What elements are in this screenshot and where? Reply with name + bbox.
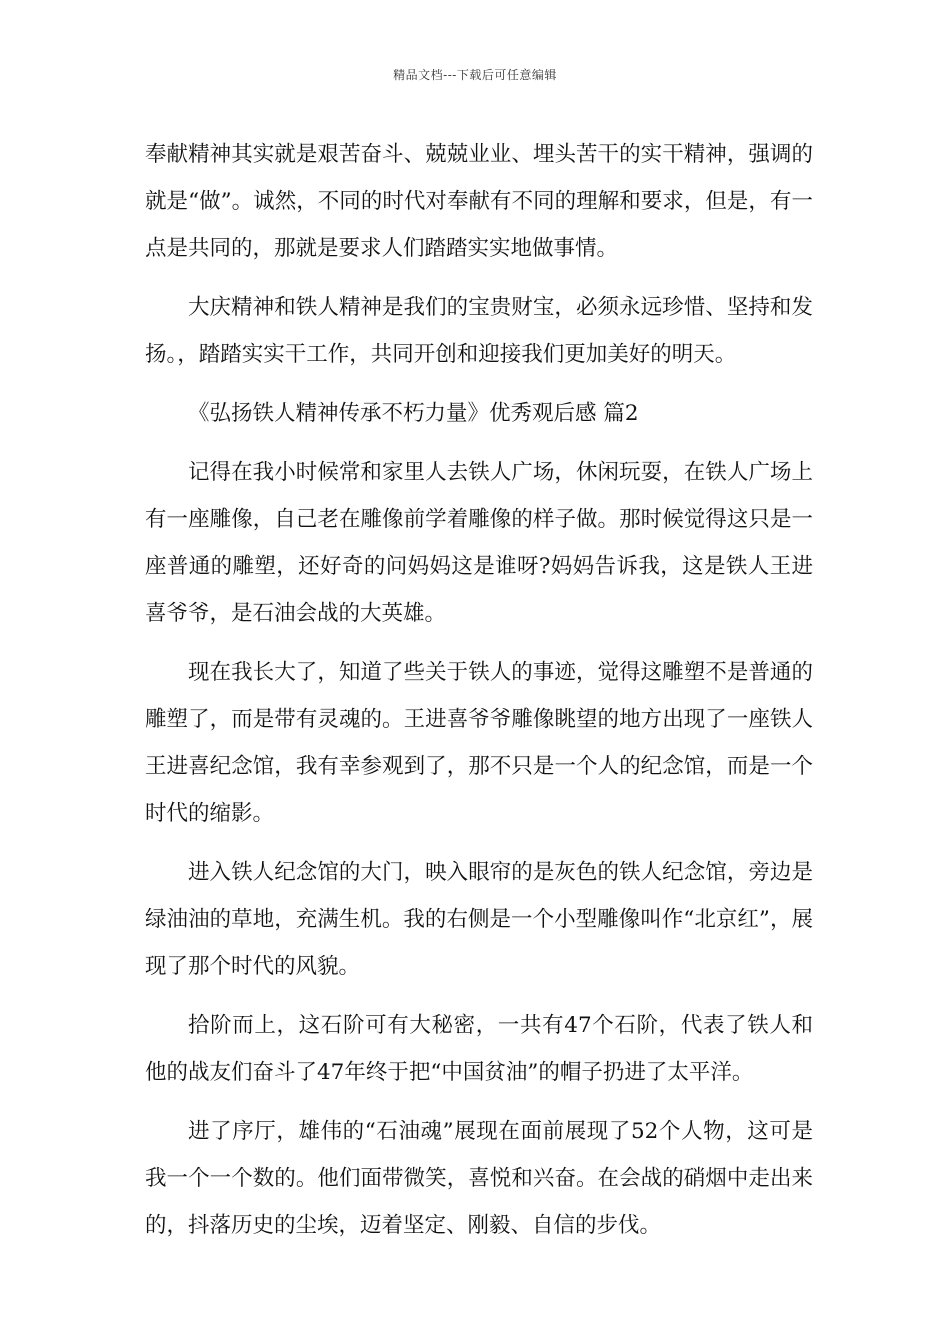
section-title: 《弘扬铁人精神传承不朽力量》优秀观后感 篇2 [188,401,639,426]
page-header: 精品文档---下载后可任意编辑 [393,68,557,82]
paragraph-7: 进了序厅，雄伟的“石油魂”展现在面前展现了52个人物，这可是我一个一个数的。他们面带微笑，喜悦和兴奋。在会战的硝烟中走出来的，抖落历史的尘埃，迈着坚定、刚毅、自信的步伐。 [145,1119,813,1238]
paragraph-3: 记得在我小时候常和家里人去铁人广场，休闲玩耍，在铁人广场上有一座雕像，自己老在雕像前学着雕像的样子做。那时候觉得这只是一座普通的雕塑，还好奇的问妈妈这是谁呀?妈妈告诉我，这是铁人王进喜爷爷，是石油会战的大英雄。 [145,460,813,626]
paragraph-2: 大庆精神和铁人精神是我们的宝贵财宝，必须永远珍惜、坚持和发扬。，踏踏实实干工作，共同开创和迎接我们更加美好的明天。 [145,295,813,367]
paragraph-4: 现在我长大了，知道了些关于铁人的事迹，觉得这雕塑不是普通的雕塑了，而是带有灵魂的。王进喜爷爷雕像眺望的地方出现了一座铁人王进喜纪念馆，我有幸参观到了，那不只是一个人的纪念馆，而是一个时代的缩影。 [145,660,813,826]
paragraph-6: 拾阶而上，这石阶可有大秘密，一共有47个石阶，代表了铁人和他的战友们奋斗了47年终于把“中国贫油”的帽子扔进了太平洋。 [145,1013,813,1085]
paragraph-5: 进入铁人纪念馆的大门，映入眼帘的是灰色的铁人纪念馆，旁边是绿油油的草地，充满生机。我的右侧是一个小型雕像叫作“北京红”，展现了那个时代的风貌。 [145,860,813,979]
paragraph-1: 奉献精神其实就是艰苦奋斗、兢兢业业、埋头苦干的实干精神，强调的就是“做”。诚然，不同的时代对奉献有不同的理解和要求，但是，有一点是共同的，那就是要求人们踏踏实实地做事情。 [145,142,813,261]
document-body [145,131,813,1261]
